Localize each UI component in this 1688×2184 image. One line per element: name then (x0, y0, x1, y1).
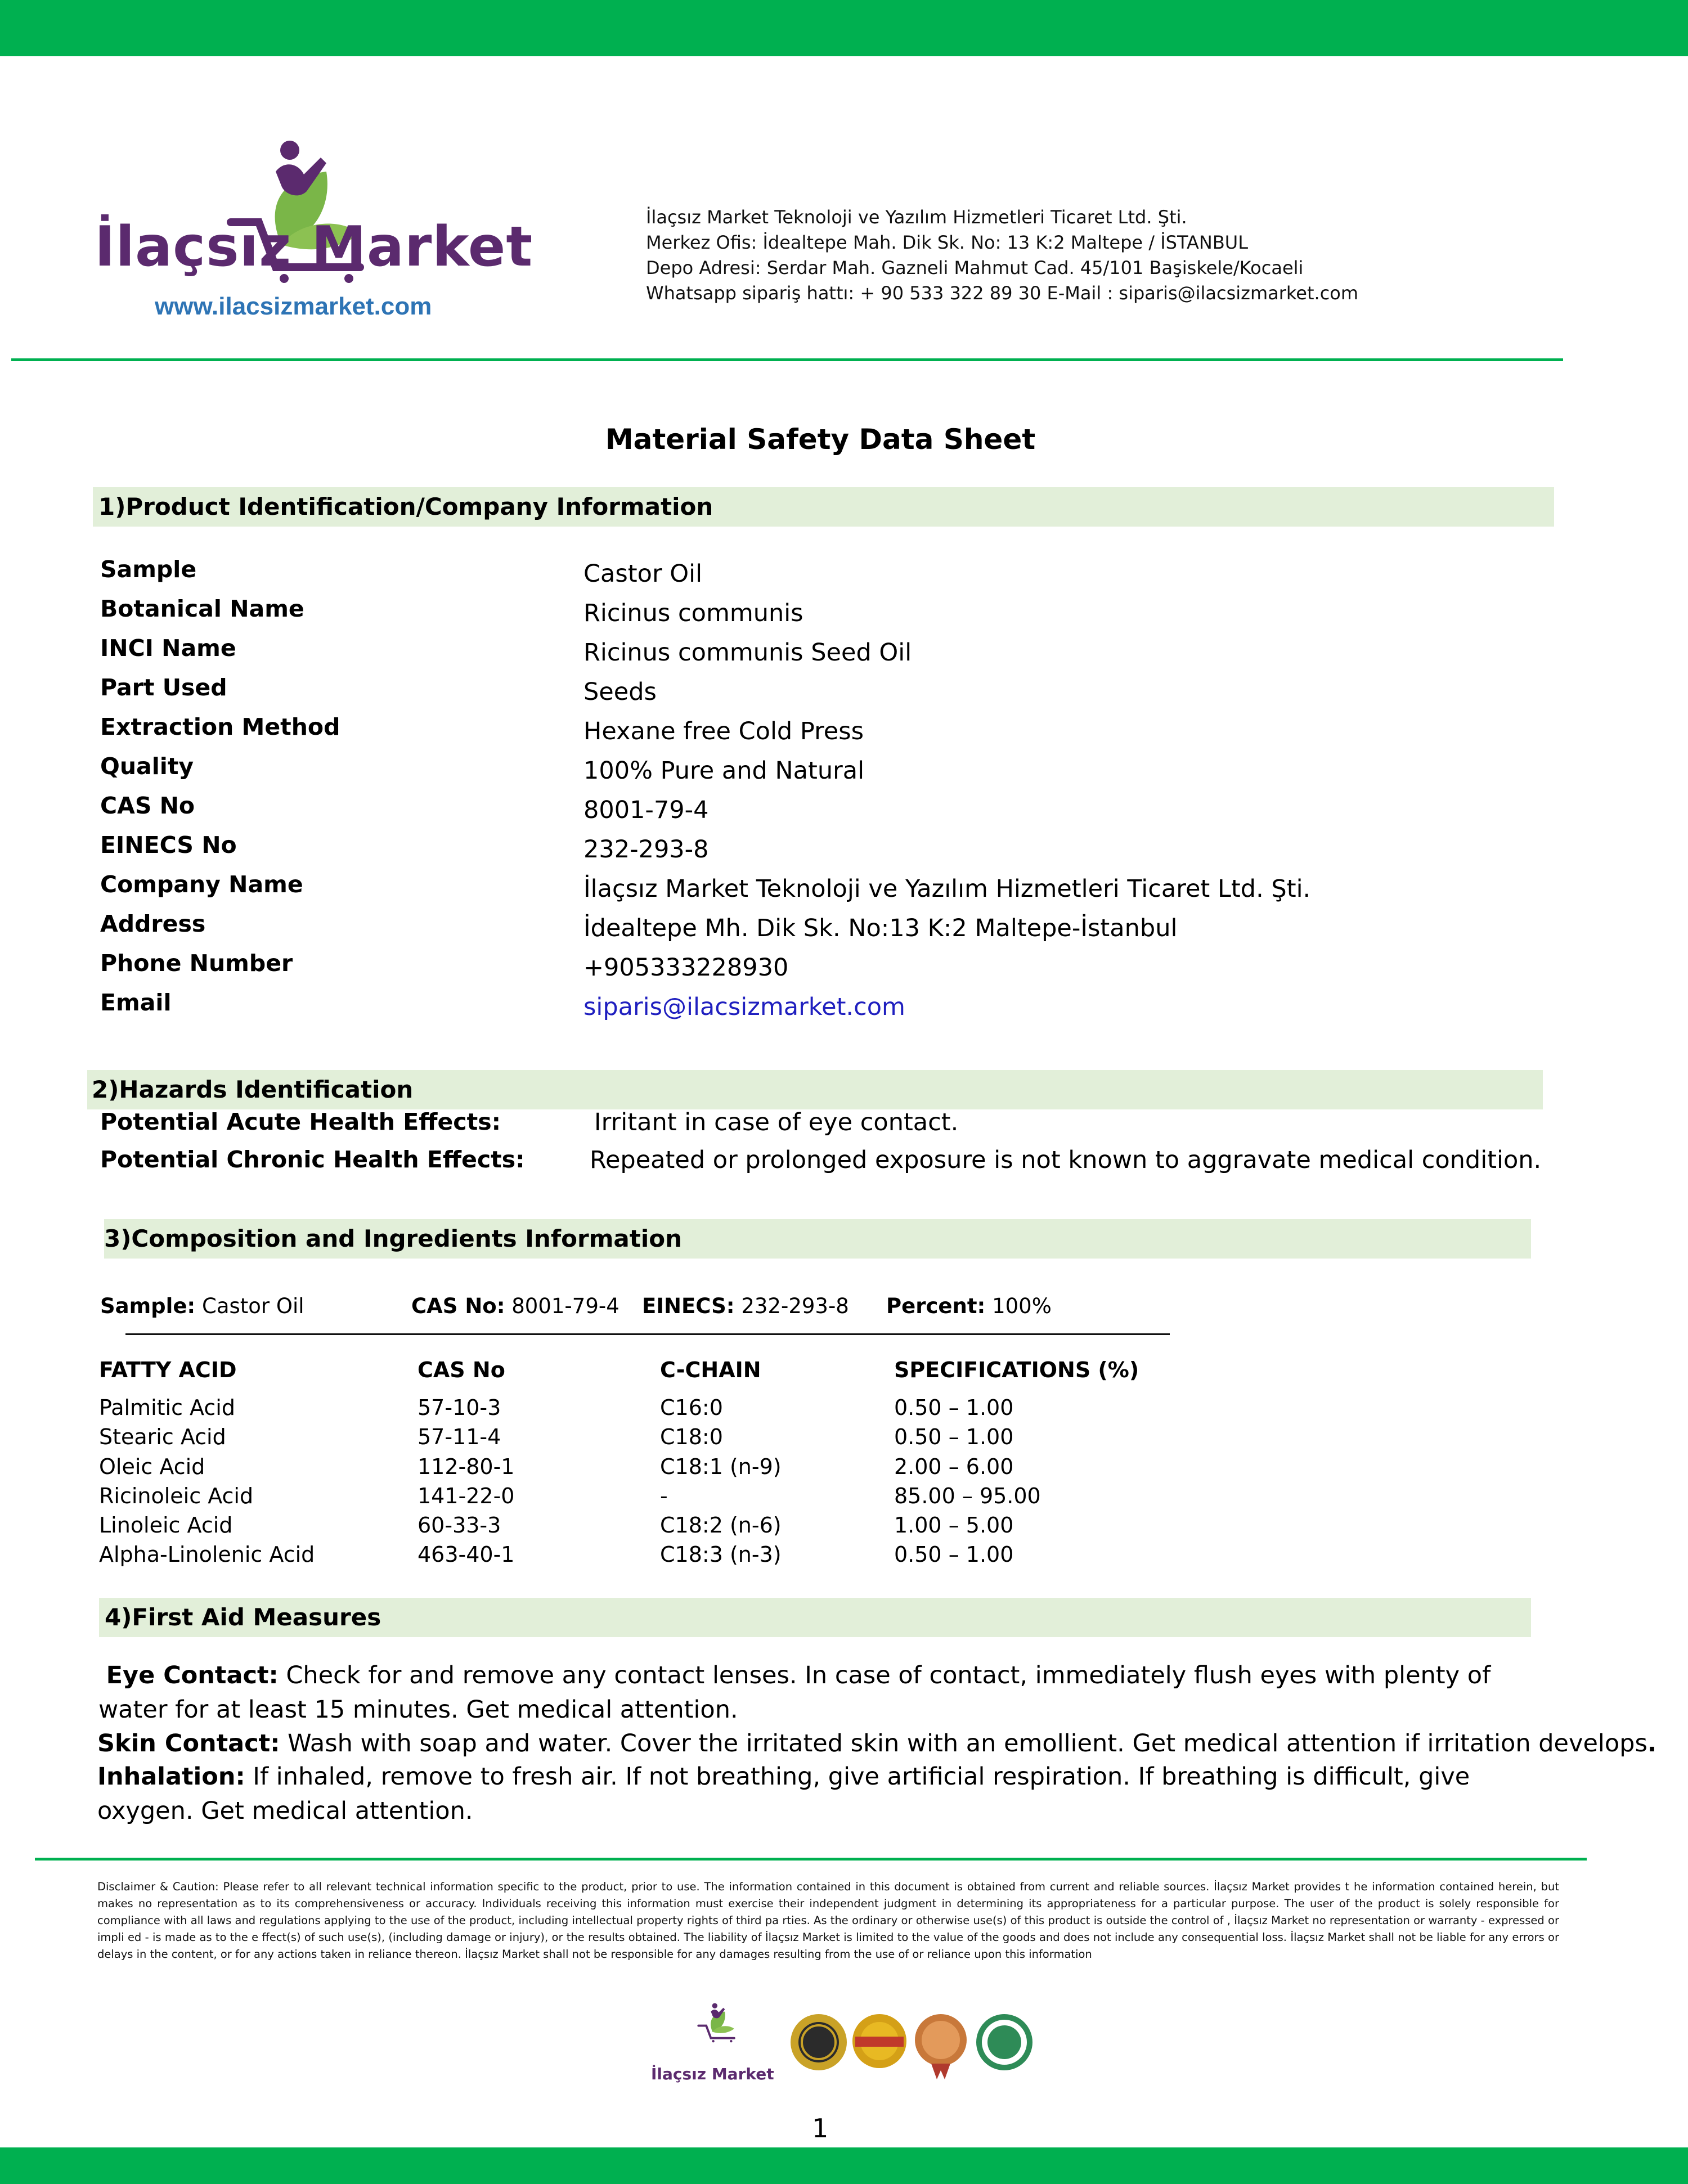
label-phone-number: Phone Number (100, 950, 293, 977)
first-aid-eye (98, 1659, 1516, 1727)
cell-c-chain: C18:0 (660, 1424, 723, 1449)
value-company-name: İlaçsız Market Teknoloji ve Yazılım Hizmetleri Ticaret Ltd. Şti. (583, 875, 1311, 903)
cell-c-chain: C18:3 (n-3) (660, 1542, 782, 1567)
cell-c-chain: C18:2 (n-6) (660, 1513, 782, 1538)
cell-cas: 60-33-3 (417, 1513, 501, 1538)
company-info-line: Merkez Ofis: İdealtepe Mah. Dik Sk. No: 13 K:2 Maltepe / İSTANBUL (646, 232, 1249, 253)
section-2-title: 2)Hazards Identification (92, 1076, 414, 1103)
cell-cas: 112-80-1 (417, 1454, 515, 1479)
cell-fatty-acid: Linoleic Acid (99, 1513, 233, 1538)
company-info-line: Depo Adresi: Serdar Mah. Gazneli Mahmut Cad. 45/101 Başiskele/Kocaeli (646, 257, 1304, 278)
value-phone-number: +905333228930 (583, 954, 789, 982)
disclaimer-text: Disclaimer & Caution: Please refer to all relevant technical information specific to the product, prior to use. The information contained in this document is obtained from current and reliable sources. İlaçsız Market provides t he information contained herein, but makes no representation as to its comprehensiveness or accuracy. Individuals receiving this information must exercise their independent judgment in determining its appropriateness for a particular purpose. The user of the product is solely responsible for compliance with all laws and regulations applying to the use of the product, including intellectual property rights of third pa rties. As the ordinary or otherwise use(s) of this product is outside the control of , İlaçsız Market no representation or warranty - expressed or impli ed - is made as to the e ffect(s) of such use(s), (including damage or injury), or the results obtained. The liability of İlaçsız Market is limited to the value of the goods and does not include any consequential loss. İlaçsız Market shall not be liable for any errors or delays in the content, or for any actions taken in reliance thereon. İlaçsız Market shall not be responsible for any damages resulting from the use of or reliance upon this information (97, 1880, 1559, 1961)
section-4-title: 4)First Aid Measures (105, 1603, 381, 1631)
fatty-acid-table (99, 1358, 1224, 1577)
value-address: İdealtepe Mh. Dik Sk. No:13 K:2 Maltepe-İstanbul (583, 914, 1178, 942)
cell-cas: 141-22-0 (417, 1484, 515, 1508)
section-1-header (93, 487, 1554, 527)
cell-spec: 0.50 – 1.00 (894, 1424, 1014, 1449)
company-info-line: İlaçsız Market Teknoloji ve Yazılım Hizmetleri Ticaret Ltd. Şti. (646, 206, 1187, 228)
value-inci-name: Ricinus communis Seed Oil (583, 639, 912, 667)
value-chronic-effects: Repeated or prolonged exposure is not known to aggravate medical condition. (590, 1146, 1542, 1174)
section-2-header (87, 1070, 1543, 1109)
cell-spec: 2.00 – 6.00 (894, 1454, 1014, 1479)
logo-wordmark: İlaçsız Market (95, 215, 533, 279)
cell-fatty-acid: Oleic Acid (99, 1454, 205, 1479)
label-acute-effects: Potential Acute Health Effects: (100, 1108, 501, 1135)
section-3-header (104, 1219, 1531, 1259)
footer-logo (661, 1989, 779, 2056)
cell-cas: 463-40-1 (417, 1542, 515, 1567)
cell-fatty-acid: Stearic Acid (99, 1424, 226, 1449)
sample-label: Sample: (100, 1294, 196, 1318)
cell-cas: 57-11-4 (417, 1424, 501, 1449)
footer-logo-wordmark: İlaçsız Market (651, 2065, 774, 2083)
label-quality: Quality (100, 753, 194, 780)
cell-fatty-acid: Palmitic Acid (99, 1395, 235, 1420)
label-chronic-effects: Potential Chronic Health Effects: (100, 1146, 525, 1173)
label-inci-name: INCI Name (100, 635, 236, 662)
section-4-header (99, 1598, 1531, 1637)
eye-contact-label: Eye Contact: (106, 1661, 279, 1689)
first-aid-skin (97, 1727, 1657, 1761)
label-cas-no: CAS No (100, 792, 195, 819)
cell-fatty-acid: Alpha-Linolenic Acid (99, 1542, 315, 1567)
label-botanical-name: Botanical Name (100, 595, 304, 622)
cell-c-chain: - (660, 1484, 668, 1508)
footer-cart-leaf-icon (661, 1989, 779, 2056)
einecs-label: EINECS: (642, 1294, 735, 1318)
cell-spec: 0.50 – 1.00 (894, 1395, 1014, 1420)
composition-rule (125, 1333, 1170, 1335)
composition-percent (886, 1294, 1052, 1318)
company-info-block (646, 205, 1602, 306)
halal-badge-icon (976, 2014, 1032, 2070)
composition-sample (100, 1294, 304, 1318)
company-info-line: Whatsapp sipariş hattı: + 90 533 322 89 30 E-Mail : siparis@ilacsizmarket.com (646, 282, 1359, 304)
section-3-title: 3)Composition and Ingredients Information (104, 1225, 682, 1252)
skin-contact-text: Wash with soap and water. Cover the irritated skin with an emollient. Get medical attention if irritation develops (280, 1729, 1647, 1758)
composition-einecs (642, 1294, 849, 1318)
cell-cas: 57-10-3 (417, 1395, 501, 1420)
organic-badge-icon (791, 2014, 847, 2070)
value-acute-effects: Irritant in case of eye contact. (594, 1108, 959, 1136)
iso-9001-badge-icon (852, 2014, 906, 2068)
value-einecs-no: 232-293-8 (583, 835, 709, 864)
cell-spec: 1.00 – 5.00 (894, 1513, 1014, 1538)
top-green-bar (0, 0, 1688, 56)
table-header-cas: CAS No (417, 1358, 505, 1382)
footer-divider (35, 1858, 1587, 1861)
page-number: 1 (812, 2113, 829, 2143)
percent-label: Percent: (886, 1294, 986, 1318)
cell-fatty-acid: Ricinoleic Acid (99, 1484, 254, 1508)
value-email-link[interactable]: siparis@ilacsizmarket.com (583, 993, 905, 1021)
value-botanical-name: Ricinus communis (583, 599, 803, 627)
cas-value: 8001-79-4 (511, 1294, 619, 1318)
label-part-used: Part Used (100, 674, 227, 701)
cell-c-chain: C16:0 (660, 1395, 723, 1420)
label-address: Address (100, 910, 206, 937)
sample-value: Castor Oil (202, 1294, 304, 1318)
label-extraction-method: Extraction Method (100, 713, 340, 740)
gmp-badge-icon (915, 2014, 967, 2079)
cell-spec: 0.50 – 1.00 (894, 1542, 1014, 1567)
value-part-used: Seeds (583, 678, 657, 706)
bottom-green-bar (0, 2147, 1688, 2184)
header-divider (11, 358, 1563, 361)
percent-value: 100% (992, 1294, 1052, 1318)
label-einecs-no: EINECS No (100, 832, 237, 859)
value-cas-no: 8001-79-4 (583, 796, 709, 824)
skin-contact-label: Skin Contact: (97, 1729, 280, 1758)
label-company-name: Company Name (100, 871, 303, 898)
document-title: Material Safety Data Sheet (605, 423, 1036, 456)
skin-contact-period: . (1647, 1729, 1657, 1758)
website-url[interactable]: www.ilacsizmarket.com (155, 293, 432, 320)
certification-badges (788, 2007, 1041, 2080)
value-sample: Castor Oil (583, 560, 703, 588)
value-quality: 100% Pure and Natural (583, 757, 865, 785)
label-sample: Sample (100, 556, 197, 583)
value-extraction-method: Hexane free Cold Press (583, 717, 864, 745)
label-email: Email (100, 989, 172, 1016)
section-1-title: 1)Product Identification/Company Information (98, 493, 713, 520)
cell-spec: 85.00 – 95.00 (894, 1484, 1041, 1508)
first-aid-inhalation (97, 1760, 1538, 1828)
table-header-c-chain: C-CHAIN (660, 1358, 761, 1382)
table-header-specifications: SPECIFICATIONS (%) (894, 1358, 1139, 1382)
inhalation-text: If inhaled, remove to fresh air. If not breathing, give artificial respiration. If breathing is difficult, give oxygen. Get medical attention. (97, 1763, 1470, 1825)
einecs-value: 232-293-8 (741, 1294, 849, 1318)
inhalation-label: Inhalation: (97, 1763, 245, 1791)
composition-cas (411, 1294, 619, 1318)
eye-contact-text: Check for and remove any contact lenses. In case of contact, immediately flush eyes with plenty of water for at least 15 minutes. Get medical attention. (98, 1661, 1491, 1724)
table-header-fatty-acid: FATTY ACID (99, 1358, 237, 1382)
cell-c-chain: C18:1 (n-9) (660, 1454, 782, 1479)
cas-label: CAS No: (411, 1294, 505, 1318)
